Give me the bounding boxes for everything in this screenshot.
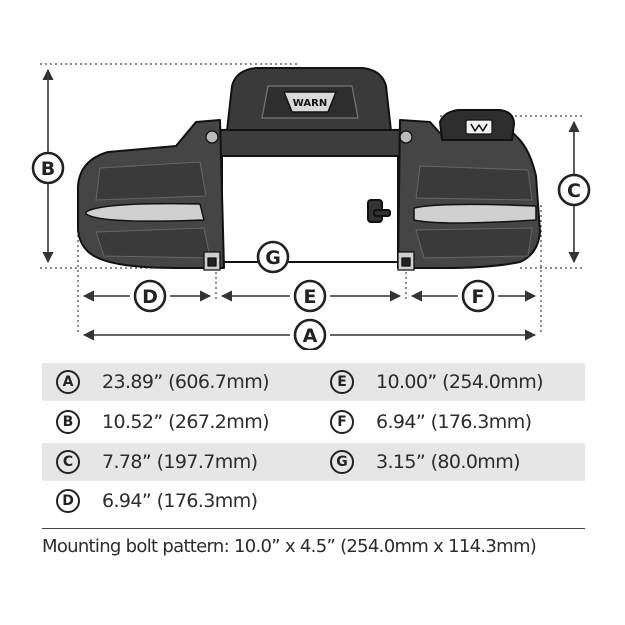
spec-d: [56, 482, 257, 520]
table-row: [42, 482, 585, 520]
control-pack: [440, 110, 514, 140]
callout-b: [33, 153, 63, 183]
divider: [42, 528, 585, 529]
spec-f-badge: F: [330, 410, 354, 434]
spec-d-badge: D: [56, 489, 80, 513]
table-row: [42, 363, 585, 401]
callout-b-letter: B: [40, 158, 56, 180]
callout-c: [559, 175, 589, 205]
spec-a-value: 23.89” (606.7mm): [102, 371, 269, 393]
callout-a-letter: A: [302, 325, 318, 347]
spec-c: [56, 443, 257, 481]
spec-d-value: 6.94” (176.3mm): [102, 490, 258, 512]
spec-c-value: 7.78” (197.7mm): [102, 451, 258, 473]
callout-g: [258, 242, 288, 272]
spec-c-badge: C: [56, 450, 80, 474]
spec-e: [330, 363, 543, 401]
callout-g-letter: G: [265, 247, 281, 269]
warn-logo: [284, 92, 336, 112]
spec-g: [330, 443, 520, 481]
callout-d-letter: D: [142, 286, 158, 308]
callout-d: [135, 281, 165, 311]
mounting-bolt-note: Mounting bolt pattern: 10.0” x 4.5” (254.0mm x 114.3mm): [42, 536, 537, 557]
spec-b-badge: B: [56, 410, 80, 434]
spec-b-value: 10.52” (267.2mm): [102, 411, 269, 433]
table-row: [42, 403, 585, 441]
spec-g-value: 3.15” (80.0mm): [376, 451, 520, 473]
winch-illustration: [78, 68, 540, 270]
callout-f: [463, 281, 493, 311]
callout-e-letter: E: [303, 286, 317, 308]
callout-f-letter: F: [471, 286, 485, 308]
spec-a: [56, 363, 269, 401]
spec-f: [330, 403, 531, 441]
table-row: [42, 443, 585, 481]
callout-a: [295, 320, 325, 350]
spec-a-badge: A: [56, 370, 80, 394]
spec-b: [56, 403, 269, 441]
callout-c-letter: C: [567, 180, 581, 202]
spec-f-value: 6.94” (176.3mm): [376, 411, 532, 433]
logo-text: WARN: [292, 98, 328, 109]
spec-g-badge: G: [330, 450, 354, 474]
spec-e-badge: E: [330, 370, 354, 394]
spec-e-value: 10.00” (254.0mm): [376, 371, 543, 393]
callout-e: [295, 281, 325, 311]
